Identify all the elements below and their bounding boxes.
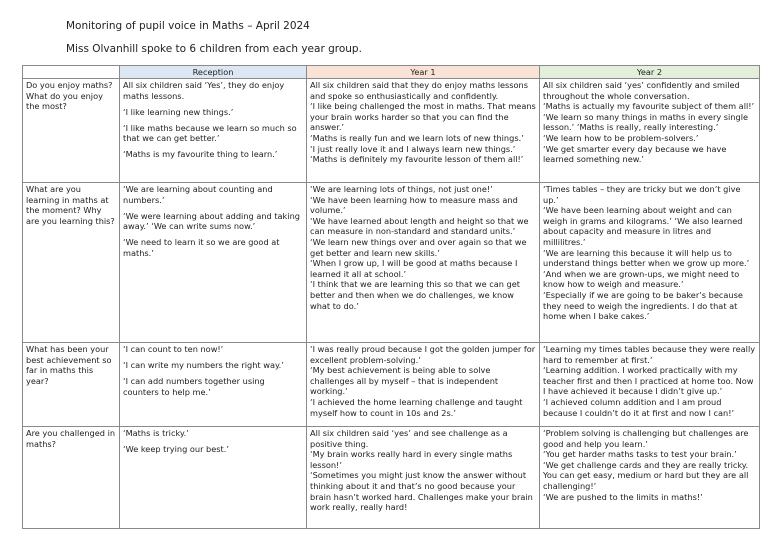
response-text: ‘Maths is my favourite thing to learn.’: [123, 149, 278, 160]
response-text: ‘We get challenge cards and they are really tricky. You can get easy, medium or hard but they are all challenging!’: [543, 459, 749, 491]
response-text: ‘And when we are grown-ups, we might need to know how to weigh and measure.’: [543, 268, 740, 290]
response-text: ‘My brain works really hard in every single maths lesson!’: [310, 449, 513, 470]
response-text: ‘Maths is tricky.’: [123, 428, 189, 438]
year-2-cell: [540, 427, 760, 529]
header-year-2: Year 2: [540, 66, 760, 79]
reception-cell: [120, 183, 307, 343]
response-text: All six children said that they do enjoy maths lessons and spoke so enthusiastically and confidently.: [310, 80, 528, 101]
question-cell: [23, 343, 120, 427]
table-row: [23, 79, 760, 183]
response-text: ‘I was really proud because I got the golden jumper for excellent problem-solving.’: [310, 344, 536, 365]
question-cell: [23, 79, 120, 183]
response-text: ‘We are learning this because it will help us to understand things better when we grow up more.’: [543, 247, 750, 269]
document-subtitle: Miss Olvanhill spoke to 6 children from each year group.: [66, 43, 362, 55]
question-text: Do you enjoy maths? What do you enjoy the most?: [26, 80, 113, 112]
header-reception: Reception: [120, 66, 307, 79]
response-text: ‘Times tables – they are tricky but we don’t give up.’: [543, 184, 741, 205]
response-text: ‘Maths is really fun and we learn lots of new things.’: [310, 132, 524, 143]
response-text: ‘Maths is actually my favourite subject of them all!’: [543, 101, 755, 112]
response-text: ‘We need to learn it so we are good at maths.’: [123, 237, 280, 258]
year-1-cell: [307, 183, 540, 343]
year-2-cell: [540, 343, 760, 427]
response-text: ‘I think that we are learning this so that we can get better and then when we do challenges, we know what to do.’: [310, 279, 520, 311]
response-text: ‘I achieved the home learning challenge and taught myself how to count in 10s and 2s.’: [310, 396, 523, 418]
question-cell: [23, 183, 120, 343]
response-text: ‘Learning my times tables because they were really hard to remember at first.’: [543, 344, 756, 365]
response-text: ‘We learn so many things in maths in every single lesson.’ ‘Maths is really, really interesting.’: [543, 111, 749, 133]
pupil-voice-table: [22, 65, 760, 529]
response-text: ‘We have learned about length and height so that we can measure in non-standard and standard units.’: [310, 215, 529, 237]
response-text: ‘Especially if we are going to be baker’s because they need to weigh the ingredients. I do that at home when I bake cakes.’: [543, 289, 743, 322]
year-1-cell: [307, 427, 540, 529]
response-text: ‘We have been learning about weight and can weigh in grams and kilograms.’ ‘We also learned about capacity and measure in litres and millilitres.’: [543, 205, 743, 247]
header-blank-cell: [23, 66, 120, 79]
response-text: ‘You get harder maths tasks to test your brain.’: [543, 449, 737, 460]
document-title: Monitoring of pupil voice in Maths – April 2024: [66, 20, 310, 32]
response-text: ‘We have been learning how to measure mass and volume.’: [310, 194, 518, 216]
response-text: ‘We are learning about counting and numbers.’: [123, 184, 273, 205]
response-text: ‘We learn how to be problem-solvers.’: [543, 132, 699, 143]
header-year-1: Year 1: [307, 66, 540, 79]
response-text: ‘I can add numbers together using counters to help me.’: [123, 376, 265, 397]
table-row: [23, 183, 760, 343]
table-row: [23, 427, 760, 529]
response-text: ‘We learn new things over and over again so that we get better and learn new skills.’: [310, 236, 527, 258]
response-text: ‘Sometimes you might just know the answer without thinking about it and that’s no good because your brain hasn’t worked hard. Challenges make your brain work really, really hard!: [310, 470, 533, 513]
table-row: [23, 343, 760, 427]
response-text: All six children said ‘yes’ and see challenge as a positive thing.: [310, 428, 508, 449]
response-text: ‘We were learning about adding and taking away.’ ‘We can write sums now.’: [123, 210, 300, 232]
question-text: What has been your best achievement so far in maths this year?: [26, 344, 112, 386]
response-text: ‘I like maths because we learn so much so that we can get better.’: [123, 122, 297, 144]
year-2-cell: [540, 183, 760, 343]
response-text: ‘I can count to ten now!’: [123, 344, 224, 354]
response-text: ‘I can write my numbers the right way.’: [123, 360, 284, 371]
question-text: What are you learning in maths at the moment? Why are you learning this?: [26, 184, 115, 226]
response-text: ‘When I grow up, I will be good at maths because I learned it all at school.’: [310, 258, 518, 279]
question-cell: [23, 427, 120, 529]
response-text: ‘Problem solving is challenging but challenges are good and help you learn.’: [543, 428, 749, 449]
response-text: ‘I achieved column addition and I am proud because I couldn’t do it at first and now I can!’: [543, 396, 735, 418]
response-text: ‘We get smarter every day because we have learned something new.’: [543, 143, 727, 165]
response-text: ‘Learning addition. I worked practically with my teacher first and then I practiced at home too. Now I have achieved it because I didn’t give up.’: [543, 365, 754, 397]
response-text: ‘We keep trying our best.’: [123, 444, 229, 455]
response-text: All six children said ‘yes’ confidently and smiled throughout the whole conversation.: [543, 80, 740, 101]
question-text: Are you challenged in maths?: [26, 428, 116, 449]
response-text: ‘My best achievement is being able to solve challenges all by myself – that is independent working.’: [310, 365, 499, 397]
reception-cell: [120, 427, 307, 529]
reception-cell: [120, 343, 307, 427]
year-1-cell: [307, 343, 540, 427]
response-text: All six children said ‘Yes’, they do enjoy maths lessons.: [123, 80, 285, 101]
response-text: ‘I just really love it and I always learn new things.’: [310, 143, 516, 154]
header-row: [23, 66, 760, 79]
year-1-cell: [307, 79, 540, 183]
year-2-cell: [540, 79, 760, 183]
response-text: ‘Maths is definitely my favourite lesson of them all!’: [310, 154, 524, 165]
response-text: ‘I like learning new things.’: [123, 106, 234, 117]
reception-cell: [120, 79, 307, 183]
response-text: ‘We are learning lots of things, not just one!’: [310, 184, 493, 194]
response-text: ‘We are pushed to the limits in maths!’: [543, 491, 703, 502]
response-text: ‘I like being challenged the most in maths. That means your brain works harder so that you can find the answer.’: [310, 101, 536, 133]
